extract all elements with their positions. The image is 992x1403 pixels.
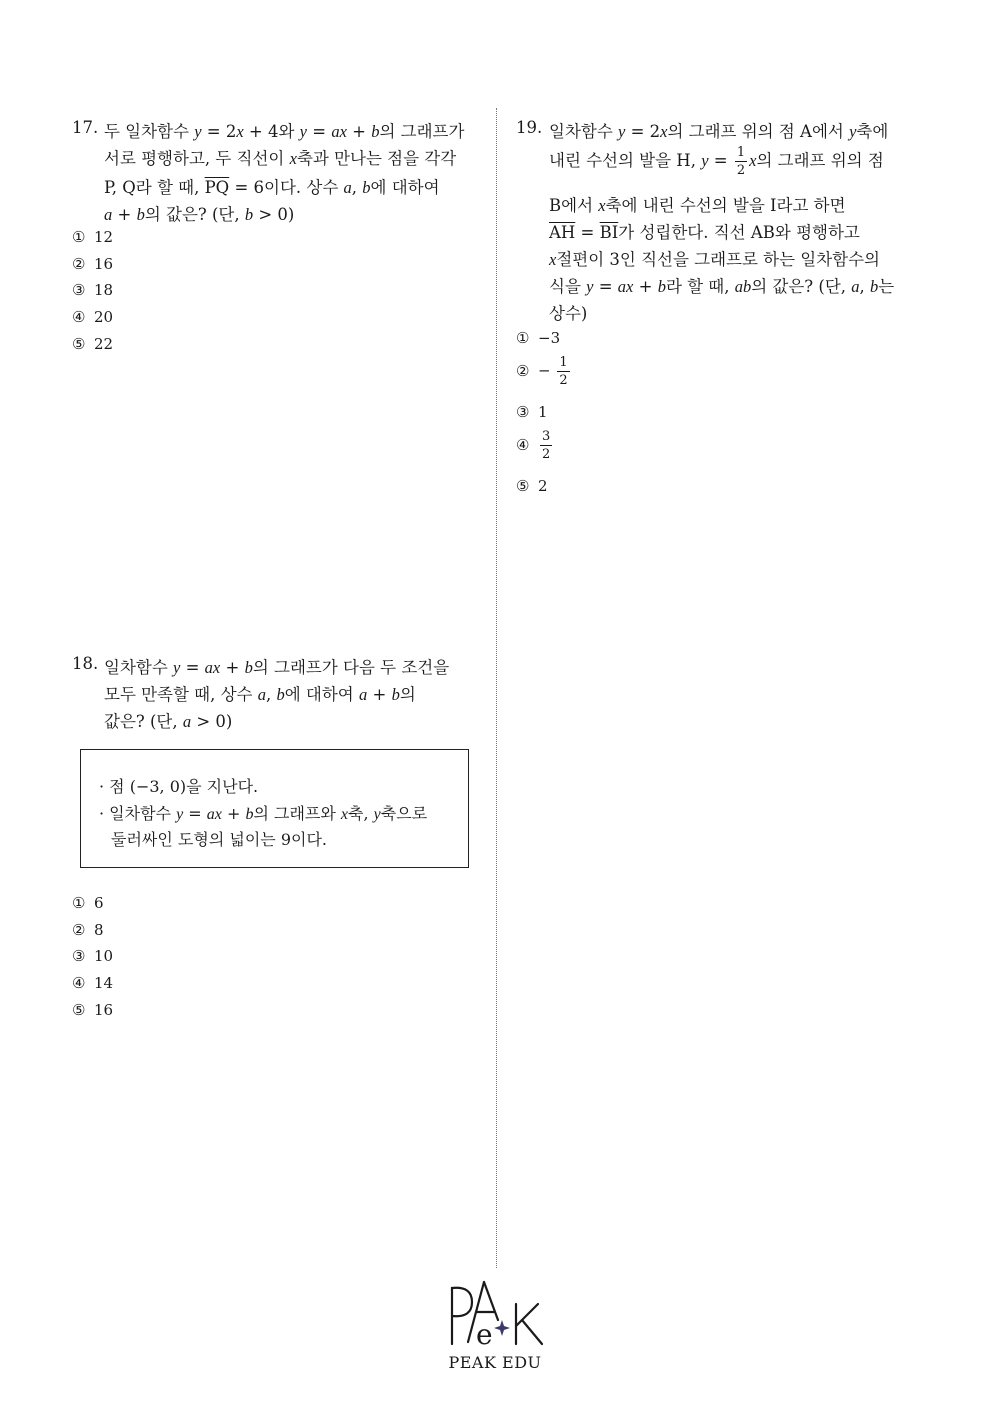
question-number: 17. xyxy=(72,118,99,137)
question-line: 모두 만족할 때, 상수 a, b에 대하여 a + b의 xyxy=(104,685,416,704)
question-line: 일차함수 y = ax + b의 그래프가 다음 두 조건을 xyxy=(104,658,450,677)
question-line: 서로 평행하고, 두 직선이 x축과 만나는 점을 각각 xyxy=(104,149,457,168)
fraction-three-halves: $\frac{3}{2}$ xyxy=(542,429,551,462)
question-line: B에서 x축에 내린 수선의 발을 I라고 하면 xyxy=(549,196,846,215)
choice-2[interactable]: ② 8 xyxy=(72,921,104,939)
choice-1[interactable]: ① 6 xyxy=(72,894,104,912)
choice-4[interactable]: ④ 20 xyxy=(72,308,114,326)
svg-text:e: e xyxy=(476,1318,493,1351)
question-line: $\overline{AH} = \overline{BI}$가 성립한다. 직선 AB와 평행하고 xyxy=(549,223,860,242)
question-line: 일차함수 y = 2x의 그래프 위의 점 A에서 y축에 xyxy=(549,122,889,141)
question-line: 식을 y = ax + b라 할 때, ab의 값은? (단, a, b는 xyxy=(549,277,895,296)
question-19 xyxy=(516,118,926,328)
choice-4[interactable]: ④ $\frac{3}{2}$ xyxy=(516,429,551,462)
choice-3[interactable]: ③ 18 xyxy=(72,281,114,299)
question-line: 두 일차함수 y = 2x + 4와 y = ax + b의 그래프가 xyxy=(104,122,465,141)
question-17 xyxy=(72,118,472,228)
choice-2[interactable]: ② − $\frac{1}{2}$ xyxy=(516,355,568,388)
question-line: x절편이 3인 직선을 그래프로 하는 일차함수의 xyxy=(549,250,880,269)
question-18 xyxy=(72,654,472,744)
condition-2-cont: 둘러싸인 도형의 넓이는 9이다. xyxy=(111,830,327,849)
question-line: a + b의 값은? (단, b > 0) xyxy=(104,205,295,224)
choice-5[interactable]: ⑤ 2 xyxy=(516,477,548,495)
question-line: 값은? (단, a > 0) xyxy=(104,712,233,731)
choice-5[interactable]: ⑤ 16 xyxy=(72,1001,114,1019)
fraction-one-half: $\frac{1}{2}$ xyxy=(559,355,568,388)
brand-name: PEAK EDU xyxy=(448,1353,542,1372)
condition-2: · 일차함수 y = ax + b의 그래프와 x축, y축으로 xyxy=(99,804,428,823)
choice-4[interactable]: ④ 14 xyxy=(72,974,114,992)
question-number: 19. xyxy=(516,118,543,137)
question-line: P, Q라 할 때, $\overline{PQ} = 6$이다. 상수 a, b에 대하여 xyxy=(104,178,440,197)
conditions-box xyxy=(80,749,469,868)
choice-2[interactable]: ② 16 xyxy=(72,255,114,273)
question-line: 상수) xyxy=(549,304,588,323)
choice-3[interactable]: ③ 10 xyxy=(72,947,114,965)
choice-3[interactable]: ③ 1 xyxy=(516,403,548,421)
question-number: 18. xyxy=(72,654,99,673)
question-line: 내린 수선의 발을 H, y = $\frac{1}{2}$ x의 그래프 위의 점 xyxy=(549,145,884,178)
choice-1[interactable]: ① 12 xyxy=(72,228,114,246)
condition-1: · 점 (−3, 0)을 지난다. xyxy=(99,777,259,796)
choice-1[interactable]: ① −3 xyxy=(516,329,561,347)
column-divider xyxy=(496,108,497,1268)
choice-5[interactable]: ⑤ 22 xyxy=(72,335,114,353)
fraction-one-half: $\frac{1}{2}$ xyxy=(736,145,746,178)
